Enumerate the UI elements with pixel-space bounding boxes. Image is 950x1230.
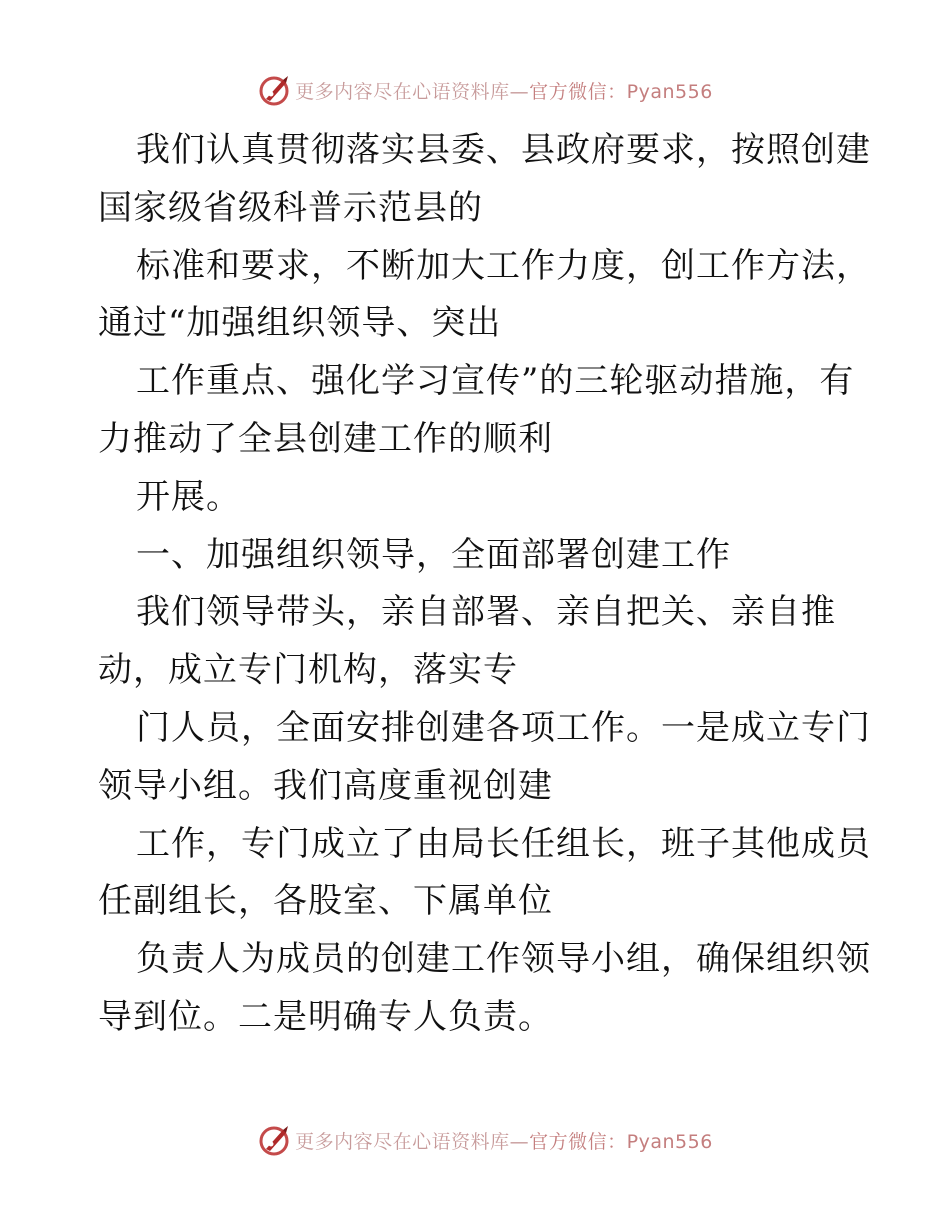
banner-text bbox=[295, 1127, 713, 1154]
header-banner-content bbox=[257, 73, 713, 107]
text-line: 国家级省级科普示范县的 bbox=[98, 187, 483, 228]
text-line: 通过“加强组织领导、突出 bbox=[98, 303, 502, 344]
text-line: 任副组长，各股室、下属单位 bbox=[98, 881, 553, 922]
footer-banner-content bbox=[257, 1123, 713, 1157]
quill-logo-icon bbox=[257, 1123, 291, 1157]
footer-banner bbox=[0, 1120, 950, 1160]
document-body bbox=[98, 122, 871, 1047]
text-line: 我们领导带头，亲自部署、亲自把关、亲自推 bbox=[136, 592, 836, 633]
text-line: 工作，专门成立了由局长任组长，班子其他成员 bbox=[136, 823, 871, 864]
text-line: 工作重点、强化学习宣传”的三轮驱动措施，有 bbox=[136, 361, 855, 402]
text-line: 一、加强组织领导，全面部署创建工作 bbox=[136, 534, 731, 575]
header-banner bbox=[0, 70, 950, 110]
text-line: 领导小组。我们高度重视创建 bbox=[98, 765, 553, 806]
text-line: 导到位。二是明确专人负责。 bbox=[98, 996, 553, 1037]
text-line: 门人员，全面安排创建各项工作。一是成立专门 bbox=[136, 707, 871, 748]
wechat-id-text: 官方微信：Pyan556 bbox=[529, 80, 713, 103]
text-line: 力推动了全县创建工作的顺利 bbox=[98, 418, 553, 459]
site-name-text: 更多内容尽在心语资料库— bbox=[295, 1130, 530, 1153]
text-line: 我们认真贯彻落实县委、县政府要求，按照创建 bbox=[136, 130, 871, 170]
text-line: 动，成立专门机构，落实专 bbox=[98, 650, 518, 691]
text-line: 标准和要求，不断加大工作力度，创工作方法， bbox=[136, 245, 871, 286]
quill-logo-icon bbox=[257, 73, 291, 107]
site-name-text: 更多内容尽在心语资料库— bbox=[295, 80, 530, 103]
wechat-id-text: 官方微信：Pyan556 bbox=[529, 1130, 713, 1153]
text-line: 负责人为成员的创建工作领导小组，确保组织领 bbox=[136, 939, 871, 980]
banner-text bbox=[295, 77, 713, 104]
text-line: 开展。 bbox=[136, 476, 241, 517]
